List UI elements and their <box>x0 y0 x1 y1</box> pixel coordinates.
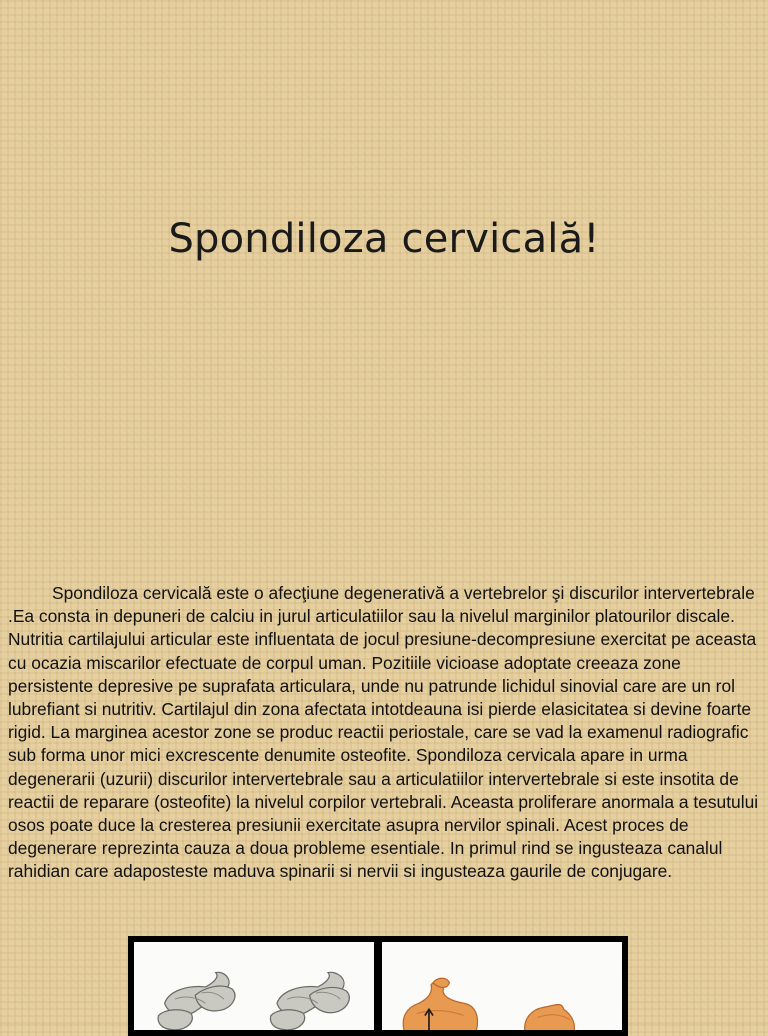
spine-vertebrae-xray-illustration-icon <box>134 942 374 1030</box>
body-paragraph: Spondiloza cervicală este o afecţiune degenerativă a vertebrelor şi discurilor intervertebrale .Ea consta in depuneri de calciu in jurul articulatiilor sau la nivelul marginilor platourilor discale. Nutritia cartilajului articular este influentata de jocul presiune-decompresiune exercitat pe aceasta cu ocazia miscarilor efectuate de corpul uman. Pozitiile vicioase adoptate creeaza zone persistente depresive pe suprafata articulara, unde nu patrunde lichidul sinovial care are un rol lubrefiant si nutritiv. Cartilajul din zona afectata intotdeauna isi pierde elasicitatea si devine foarte rigid. La marginea acestor zone se produc reactii periostale, care se vad la examenul radiografic sub forma unor mici excrescente denumite osteofite. Spondiloza cervicala apare in urma degenerarii (uzurii) discurilor intervertebrale sau a articulatiilor intervertebrale si este insotita de reactii de reparare (osteofite) la nivelul corpilor vertebrali. Aceasta proliferare anormala a tesutului osos poate duce la cresterea presiunii exercitate asupra nervilor spinali. Acest proces de degenerare reprezinta cauza a doua probleme esentiale. In primul rind se ingusteaza canalul rahidian care adaposteste maduva spinarii si nervii si ingusteaza gaurile de conjugare. <box>8 583 759 882</box>
spine-figure <box>128 936 628 1036</box>
slide-title: Spondiloza cervicală! <box>168 216 600 262</box>
figure-panel-left <box>134 942 374 1030</box>
figure-panel-right <box>382 942 622 1030</box>
vertebra-osteophyte-illustration-icon <box>382 942 622 1030</box>
